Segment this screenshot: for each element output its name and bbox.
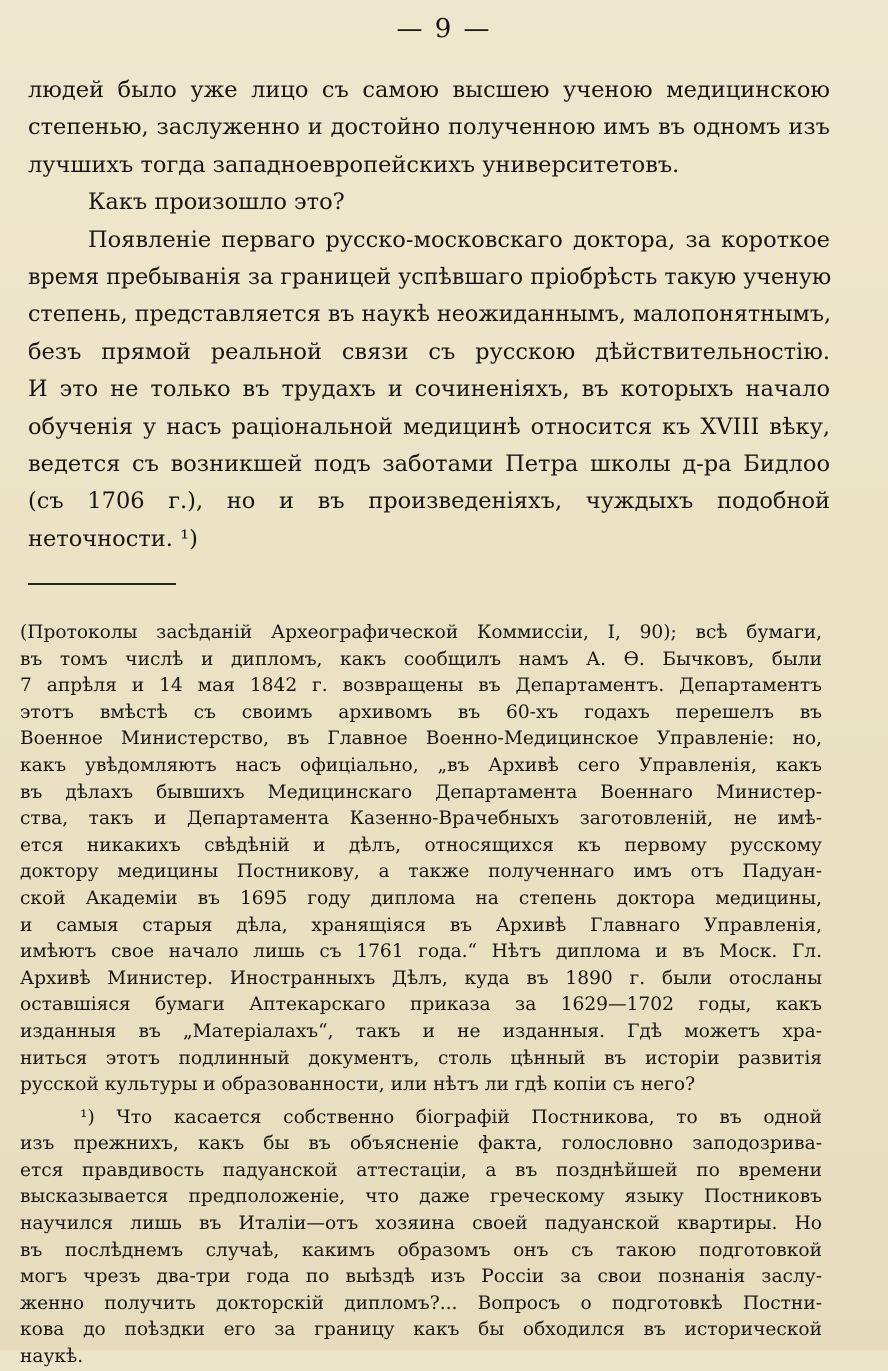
footnote-line: Военное Министерство, въ Главное Военно-Медицинское Управленіе: но,	[20, 728, 822, 750]
footnote-line: могъ чрезъ два-три года по выѣздѣ изъ Россіи за свои познанія заслу-	[20, 1266, 822, 1288]
text-line: время пребыванія за границей успѣвшаго пріобрѣсть такую ученую	[28, 263, 832, 290]
footnote-line: высказывается предположеніе, что даже греческому языку Постниковъ	[20, 1186, 822, 1208]
footnote-line: и самыя старыя дѣла, хранящіяся въ Архивѣ Главнаго Управленія,	[20, 914, 822, 936]
footnote-line: женно получить докторскій дипломъ?... Вопросъ о подготовкѣ Постни-	[20, 1292, 822, 1314]
footnote-line: этотъ вмѣстѣ съ своимъ архивомъ въ 60-хъ годахъ перешелъ въ	[20, 701, 822, 723]
footnote-line: ства, такъ и Департамента Казенно-Врачебныхъ заготовленій, не имѣ-	[20, 808, 822, 830]
footnote-line: изъ прежнихъ, какъ бы въ объясненіе факта, голословно заподозрива-	[20, 1133, 822, 1155]
text-line: безъ прямой реальной связи съ русскою дѣйствительностію.	[28, 338, 830, 365]
text-line: И это не только въ трудахъ и сочиненіяхъ, въ которыхъ начало	[28, 376, 830, 403]
footnote-line: ется никакихъ свѣдѣній и дѣлъ, относящихся къ первому русскому	[20, 834, 822, 856]
footnote-line: Архивѣ Министер. Иностранныхъ Дѣлъ, куда въ 1890 г. были отосланы	[20, 967, 822, 989]
footnote-line: имѣютъ свое начало лишь съ 1761 года.“ Нѣтъ диплома и въ Моск. Гл.	[20, 941, 822, 963]
footnote-line: въ томъ числѣ и дипломъ, какъ сообщилъ намъ А. Ѳ. Бычковъ, были	[20, 648, 822, 670]
footnote-line: ниться этотъ подлинный документъ, столь цѣнный въ исторіи развитія	[20, 1047, 822, 1069]
footnote-line: кова до поѣздки его за границу какъ бы обходился въ исторической	[20, 1319, 822, 1341]
main-text	[28, 72, 830, 558]
text-line: неточности. ¹)	[28, 525, 198, 552]
page-number: — 9 —	[396, 14, 492, 44]
footnote-line: оставшіяся бумаги Аптекарскаго приказа за 1629—1702 годы, какъ	[20, 994, 822, 1016]
text-line: (съ 1706 г.), но и въ произведеніяхъ, чуждыхъ подобной	[28, 488, 830, 515]
text-line: степенью, заслуженно и достойно полученною имъ въ одномъ изъ	[28, 114, 830, 141]
text-line: обученія у насъ раціональной медицинѣ относится къ XVIII вѣку,	[28, 413, 830, 440]
footnotes	[20, 620, 822, 1371]
footnote-line: научился лишь въ Италіи—отъ хозяина своей падуанской квартиры. Но	[20, 1213, 822, 1235]
footnote-divider	[28, 583, 176, 585]
footnote-line: какъ увѣдомляютъ насъ офиціально, „въ Архивѣ сего Управленія, какъ	[20, 754, 822, 776]
footnote-line: русской культуры и образованности, или нѣтъ ли гдѣ копіи съ него?	[20, 1074, 696, 1096]
text-line: степень, представляется въ наукѣ неожиданнымъ, малопонятнымъ,	[28, 301, 832, 328]
text-line: ведется съ возникшей подъ заботами Петра школы д-ра Бидлоо	[28, 450, 830, 477]
footnote-line: ¹) Что касается собственно біографій Постникова, то въ одной	[80, 1106, 822, 1128]
footnote-line: (Протоколы засѣданій Археографической Коммиссіи, I, 90); всѣ бумаги,	[20, 622, 822, 643]
footnote-line: изданныя въ „Матеріалахъ“, такъ и не изданныя. Гдѣ можетъ хра-	[20, 1020, 822, 1042]
footnote-line: наукѣ.	[20, 1346, 84, 1368]
text-line: лучшихъ тогда западноевропейскихъ университетовъ.	[28, 151, 680, 178]
text-line: людей было уже лицо съ самою высшею ученою медицинскою	[28, 77, 830, 103]
text-line: Появленіе перваго русско-московскаго доктора, за короткое	[88, 226, 830, 253]
text-line: Какъ произошло это?	[88, 189, 345, 216]
footnote-line: ется правдивость падуанской аттестаціи, а въ позднѣйшей по времени	[20, 1159, 822, 1181]
footnote-line: 7 апрѣля и 14 мая 1842 г. возвращены въ Департаментъ. Департаментъ	[20, 675, 822, 697]
footnote-line: въ дѣлахъ бывшихъ Медицинскаго Департамента Военнаго Министер-	[20, 781, 822, 803]
footnote-line: ской Академіи въ 1695 году диплома на степень доктора медицины,	[20, 887, 822, 909]
footnote-line: доктору медицины Постникову, а также полученнаго имъ отъ Падуан-	[20, 861, 822, 883]
footnote-line: въ послѣднемъ случаѣ, какимъ образомъ онъ съ такою подготовкой	[20, 1239, 822, 1261]
